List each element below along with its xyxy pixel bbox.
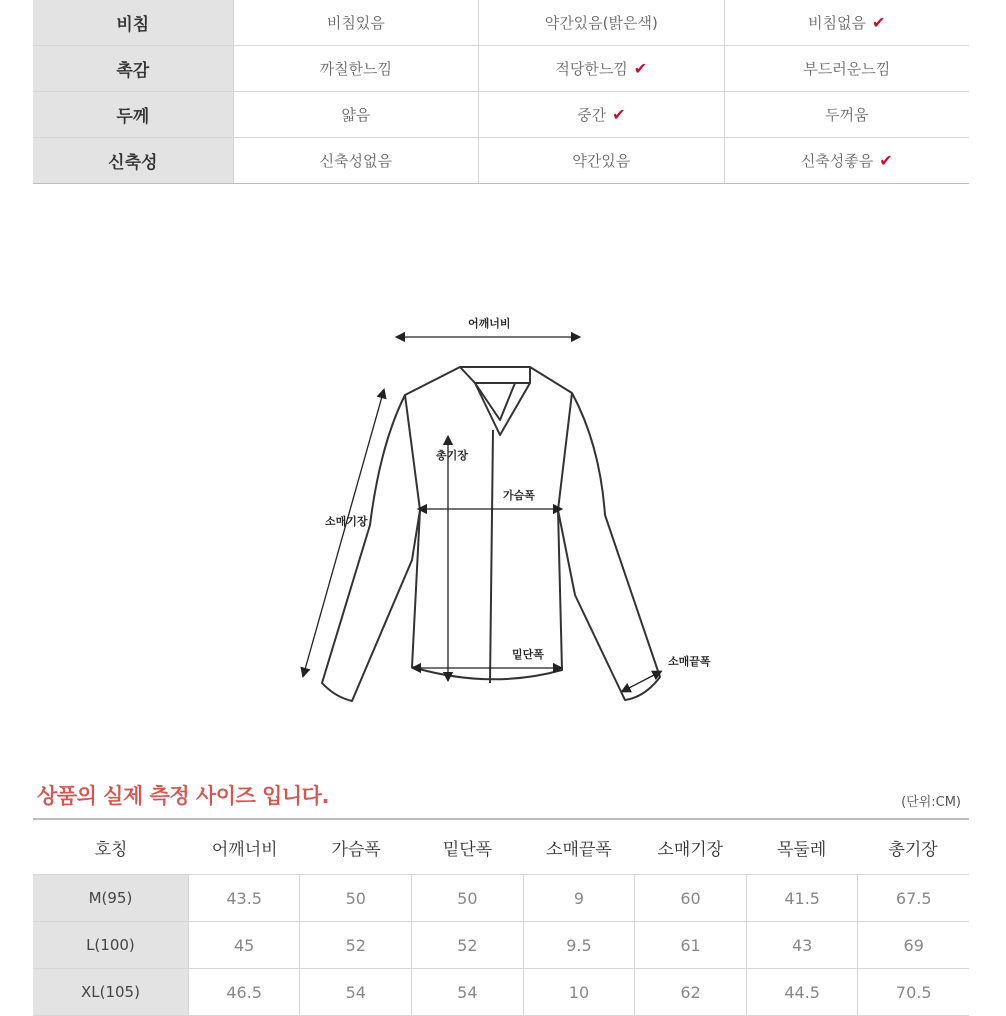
- size-table: [33, 818, 969, 1016]
- attr-row-texture: [33, 46, 969, 92]
- table-row: [33, 922, 969, 969]
- header-cell: 밑단폭: [442, 839, 493, 860]
- attr-option: 얇음: [233, 92, 478, 137]
- attr-row-thickness: [33, 92, 969, 138]
- check-icon: ✔: [633, 59, 648, 78]
- table-cell: 54: [299, 969, 411, 1015]
- attr-option: 약간있음: [478, 138, 723, 183]
- size-section-title: 상품의 실제 측정 사이즈 입니다.: [37, 784, 329, 808]
- attr-label: 촉감: [33, 46, 233, 91]
- header-cell: 소매끝폭: [546, 839, 612, 860]
- attr-option: 두꺼움: [724, 92, 969, 137]
- size-label-cell: XL(105): [33, 969, 188, 1015]
- right-sleeve: [558, 393, 660, 700]
- table-cell: 9: [523, 875, 635, 921]
- table-cell: 43: [746, 922, 858, 968]
- table-cell: 60: [634, 875, 746, 921]
- header-cell: 목둘레: [777, 839, 827, 860]
- attr-option: 비침있음: [233, 0, 478, 45]
- shirt-outline: [405, 367, 572, 679]
- header-cell: 호칭: [94, 839, 128, 860]
- table-row: [33, 875, 969, 922]
- attr-label: 두께: [33, 92, 233, 137]
- table-cell: 70.5: [857, 969, 969, 1015]
- attr-option: 약간있음(밝은색): [478, 0, 723, 45]
- attr-label: 비침: [33, 0, 233, 45]
- check-icon: ✔: [612, 105, 626, 124]
- table-cell: 54: [411, 969, 523, 1015]
- hem-label: 밑단폭: [512, 648, 544, 661]
- header-cell: 어깨너비: [211, 839, 278, 860]
- table-cell: 41.5: [746, 875, 858, 921]
- sleeve-arrow: [304, 393, 383, 673]
- shirt-illustration: [300, 305, 730, 705]
- attr-row-stretch: [33, 138, 969, 184]
- table-cell: 44.5: [746, 969, 858, 1015]
- attr-label: 신축성: [33, 138, 233, 183]
- header-cell: 소매기장: [657, 839, 724, 860]
- attr-option-selected: 중간 ✔: [478, 92, 723, 137]
- total-length-label: 총기장: [436, 449, 468, 462]
- table-cell: 61: [634, 922, 746, 968]
- attr-option: 신축성없음: [233, 138, 478, 183]
- fabric-attribute-table: [33, 0, 969, 184]
- size-label-cell: L(100): [33, 922, 188, 968]
- shoulder-label: 어깨너비: [468, 317, 511, 330]
- cuff-label: 소매끝폭: [668, 655, 711, 668]
- sleeve-length-label: 소매기장: [325, 515, 368, 528]
- table-cell: 9.5: [523, 922, 635, 968]
- left-sleeve: [322, 395, 420, 701]
- table-cell: 50: [299, 875, 411, 921]
- attr-option-selected: 비침없음 ✔: [724, 0, 969, 45]
- cuff-arrow: [625, 673, 658, 690]
- table-cell: 43.5: [188, 875, 300, 921]
- size-label-cell: M(95): [33, 875, 188, 921]
- table-cell: 45: [188, 922, 300, 968]
- attr-option-selected: 적당한느낌 ✔: [478, 46, 723, 91]
- attr-row-transparency: [33, 0, 969, 46]
- header-cell: 총기장: [888, 839, 938, 860]
- table-cell: 46.5: [188, 969, 300, 1015]
- collar: [460, 367, 530, 435]
- table-cell: 10: [523, 969, 635, 1015]
- attr-option: 까칠한느낌: [233, 46, 478, 91]
- table-cell: 50: [411, 875, 523, 921]
- table-cell: 69: [857, 922, 969, 968]
- size-table-header: [33, 820, 969, 875]
- table-row: [33, 969, 969, 1016]
- chest-label: 가슴폭: [503, 489, 535, 502]
- check-icon: ✔: [872, 13, 886, 32]
- attr-option: 부드러운느낌: [724, 46, 969, 91]
- attr-option-selected: 신축성좋음 ✔: [724, 138, 969, 183]
- measurement-diagram: [300, 305, 730, 705]
- table-cell: 52: [411, 922, 523, 968]
- table-cell: 62: [634, 969, 746, 1015]
- header-cell: 가슴폭: [331, 839, 381, 860]
- check-icon: ✔: [879, 151, 893, 170]
- unit-label: (단위:CM): [901, 795, 961, 810]
- table-cell: 52: [299, 922, 411, 968]
- table-cell: 67.5: [857, 875, 969, 921]
